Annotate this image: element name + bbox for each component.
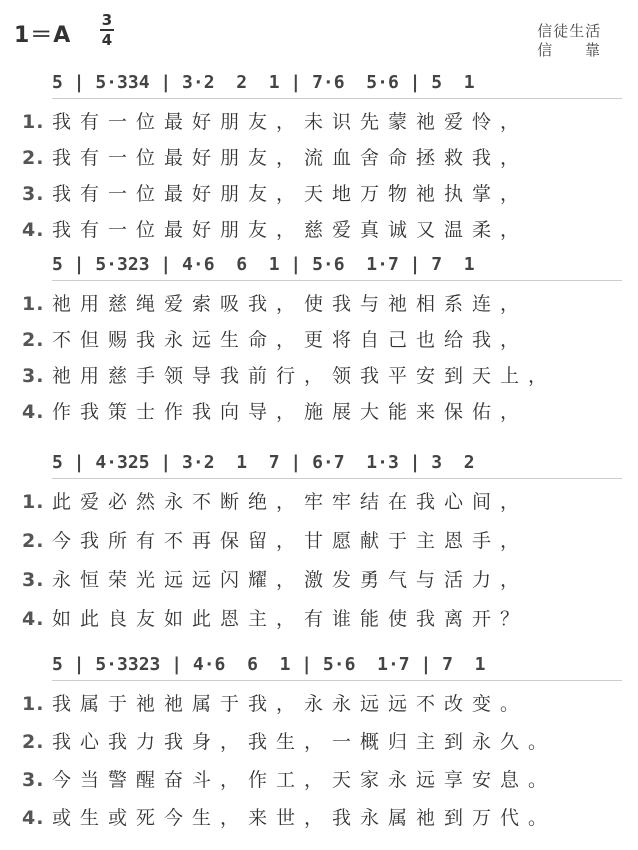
verse-number: 1. (22, 693, 45, 715)
verse-number: 2. (22, 530, 45, 552)
lyric-text: 祂用慈绳爱索吸我，使我与祂相系连， (52, 293, 529, 315)
verse-number: 4. (22, 219, 45, 241)
lyric-line (22, 484, 528, 520)
lyric-line (22, 286, 528, 322)
lyric-text: 我有一位最好朋友，慈爱真诚又温柔， (52, 219, 529, 241)
lyric-line (22, 140, 528, 176)
lyric-line (22, 523, 528, 559)
lyric-line (22, 394, 528, 430)
lyric-line (22, 212, 528, 248)
verse-number: 2. (22, 329, 45, 351)
credit-author: 信 靠 (537, 41, 614, 59)
lyric-text: 或生或死今生，来世，我永属祂到万代。 (52, 807, 557, 829)
lyric-text: 永恒荣光远远闪耀，激发勇气与活力， (52, 569, 529, 591)
time-signature (100, 12, 114, 48)
verse-number: 4. (22, 401, 45, 423)
lyric-line (22, 176, 528, 212)
lyric-line (22, 562, 528, 598)
lyric-text: 我属于祂祂属于我，永永远远不改变。 (52, 693, 529, 715)
lyric-text: 作我策士作我向导，施展大能来保佑， (52, 401, 529, 423)
lyric-text: 今我所有不再保留，甘愿献于主恩手， (52, 530, 529, 552)
lyric-text: 我有一位最好朋友，天地万物祂执掌， (52, 183, 529, 205)
lyric-text: 如此良友如此恩主，有谁能使我离开？ (52, 608, 529, 630)
verse-number: 3. (22, 365, 45, 387)
notation-line-2: 5 | 5·323 | 4·6 6 1 | 5·6 1·7 | 7 1 (52, 250, 622, 281)
credits (537, 22, 614, 60)
credit-title: 信徒生活 (537, 22, 602, 40)
lyric-text: 祂用慈手领导我前行，领我平安到天上， (52, 365, 557, 387)
lyric-line (22, 724, 556, 760)
time-signature-top: 3 (101, 11, 113, 29)
verse-number: 1. (22, 111, 45, 133)
verse-number: 3. (22, 183, 45, 205)
lyric-line (22, 800, 556, 836)
lyric-text: 今当警醒奋斗，作工，天家永远享安息。 (52, 769, 557, 791)
lyric-line (22, 601, 528, 637)
time-signature-bottom: 4 (101, 31, 113, 49)
notation-line-1: 5 | 5·334 | 3·2 2 1 | 7·6 5·6 | 5 1 (52, 68, 622, 99)
lyric-text: 不但赐我永远生命，更将自己也给我， (52, 329, 529, 351)
lyric-line (22, 762, 556, 798)
verse-number: 3. (22, 569, 45, 591)
verse-number: 3. (22, 769, 45, 791)
lyric-line (22, 686, 528, 722)
key-signature: 1＝A (14, 23, 72, 48)
lyric-text: 我有一位最好朋友，流血舍命拯救我， (52, 147, 529, 169)
verse-number: 4. (22, 807, 45, 829)
lyric-line (22, 322, 528, 358)
verse-number: 1. (22, 491, 45, 513)
lyric-text: 我心我力我身，我生，一概归主到永久。 (52, 731, 557, 753)
notation-line-3: 5 | 4·325 | 3·2 1 7 | 6·7 1·3 | 3 2 (52, 448, 622, 479)
verse-number: 2. (22, 147, 45, 169)
lyric-text: 我有一位最好朋友，未识先蒙祂爱怜， (52, 111, 529, 133)
notation-line-4: 5 | 5·3323 | 4·6 6 1 | 5·6 1·7 | 7 1 (52, 650, 622, 681)
lyric-text: 此爱必然永不断绝，牢牢结在我心间， (52, 491, 529, 513)
lyric-line (22, 358, 556, 394)
verse-number: 2. (22, 731, 45, 753)
verse-number: 1. (22, 293, 45, 315)
lyric-line (22, 104, 528, 140)
verse-number: 4. (22, 608, 45, 630)
